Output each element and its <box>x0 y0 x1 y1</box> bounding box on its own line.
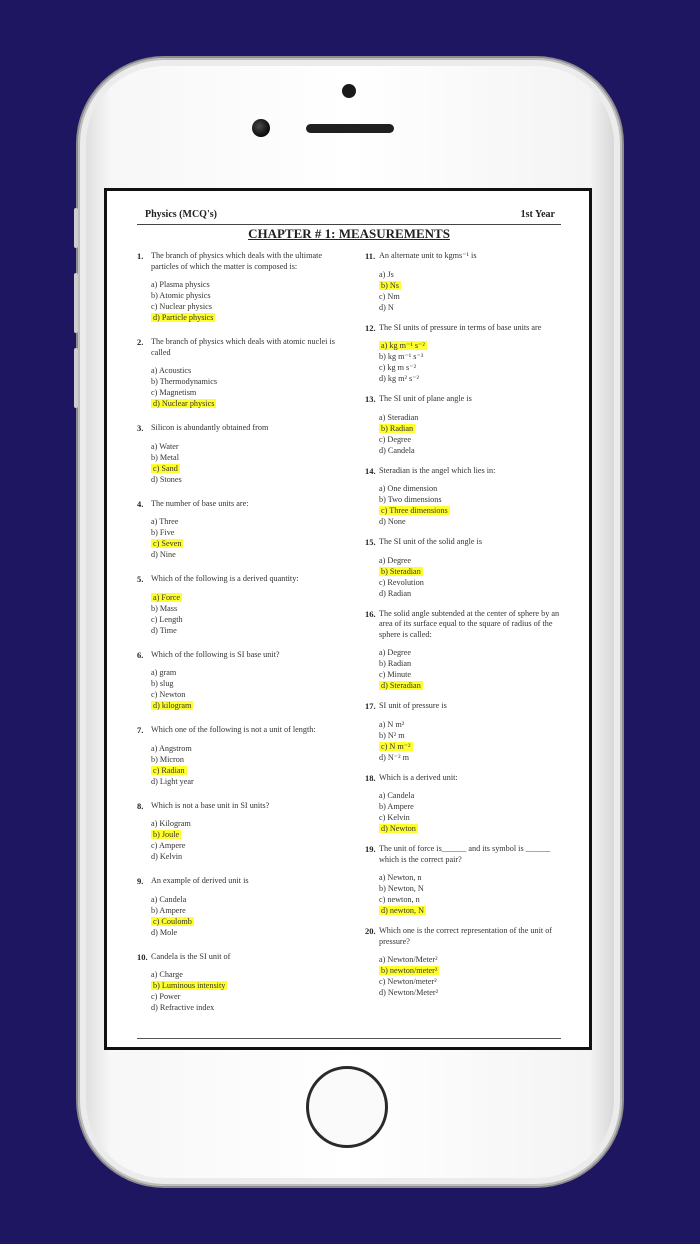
highlighted-answer-option <box>151 312 335 323</box>
option-text: c) Three dimensions <box>381 506 448 515</box>
question-text: Steradian is the angel which lies in: <box>379 465 496 475</box>
option-text: c) Length <box>151 614 183 624</box>
answer-option <box>151 549 335 560</box>
highlighted-answer-option <box>151 592 335 603</box>
option-text: d) kilogram <box>153 701 192 710</box>
option-text: c) Newton <box>151 690 186 699</box>
option-text: b) Micron <box>151 754 184 764</box>
answer-option <box>151 452 335 463</box>
option-text: c) Coulomb <box>153 916 192 926</box>
option-text: c) Power <box>151 992 181 1001</box>
option-text: a) Newton/Meter² <box>379 955 438 964</box>
option-list <box>379 872 570 916</box>
questions-column-left <box>137 251 335 1013</box>
question-text: SI unit of pressure is <box>379 701 447 710</box>
answer-option <box>151 290 335 301</box>
option-text: a) Candela <box>151 894 187 904</box>
answer-option <box>151 754 335 765</box>
answer-option <box>379 373 570 384</box>
option-list <box>379 412 570 456</box>
option-text: c) Seven <box>153 539 182 548</box>
option-text: b) Five <box>151 528 175 537</box>
option-text: c) Magnetism <box>151 388 197 397</box>
option-text: c) Radian <box>153 765 185 775</box>
answer-option <box>151 603 335 614</box>
phone-side-button <box>74 208 78 248</box>
option-text: a) Candela <box>379 791 415 800</box>
question-item <box>365 773 570 835</box>
answer-option <box>379 555 570 566</box>
option-list <box>151 516 335 560</box>
home-button[interactable] <box>306 1066 388 1148</box>
answer-option <box>379 883 570 894</box>
answer-option <box>151 441 335 452</box>
chapter-title: CHAPTER # 1: MEASUREMENTS <box>137 224 561 242</box>
option-text: c) kg m s⁻² <box>379 363 417 372</box>
question-number: 7. <box>137 725 144 735</box>
answer-option <box>151 516 335 527</box>
questions-column-right <box>365 251 570 998</box>
question-number: 17. <box>365 701 376 711</box>
option-text: b) N² m <box>379 730 405 740</box>
question-number: 19. <box>365 844 376 854</box>
answer-option <box>379 812 570 823</box>
question-item <box>137 337 335 409</box>
question-item <box>137 650 335 712</box>
question-item <box>365 251 570 313</box>
option-list <box>379 719 570 763</box>
answer-option <box>379 647 570 658</box>
question-text: The SI unit of the solid angle is <box>379 537 483 546</box>
page-footer-rule <box>137 1038 561 1039</box>
earpiece-speaker <box>306 124 394 133</box>
front-camera-icon <box>252 119 270 137</box>
question-number: 15. <box>365 537 376 547</box>
question-number: 5. <box>137 574 144 584</box>
option-text: d) Candela <box>379 445 415 455</box>
answer-option <box>379 669 570 680</box>
question-item <box>365 466 570 528</box>
option-text: d) Particle physics <box>153 313 214 322</box>
highlighted-answer-option <box>379 423 570 434</box>
question-number: 12. <box>365 322 376 333</box>
answer-option <box>379 658 570 669</box>
phone-volume-up <box>74 273 78 333</box>
option-text: b) Steradian <box>381 566 421 576</box>
answer-option <box>379 894 570 905</box>
mcq-document-page <box>107 191 589 1047</box>
answer-option <box>151 279 335 290</box>
highlighted-answer-option <box>379 566 570 577</box>
question-text: Which is not a base unit in SI units? <box>151 800 270 810</box>
question-item <box>137 952 335 1014</box>
option-text: d) Steradian <box>381 681 421 690</box>
question-item <box>137 574 335 636</box>
question-text: An alternate unit to kgms⁻¹ is <box>379 251 477 260</box>
question-number: 18. <box>365 772 376 783</box>
option-text: b) Mass <box>151 603 178 613</box>
option-text: b) newton/meter² <box>381 966 438 975</box>
option-text: b) Thermodynamics <box>151 377 218 386</box>
question-text: The unit of force is______ and its symbol is ______ which is the correct pair? <box>379 844 551 864</box>
option-text: b) Joule <box>153 830 180 839</box>
answer-option <box>379 516 570 527</box>
option-text: d) newton, N <box>381 906 424 915</box>
answer-option <box>379 269 570 280</box>
highlighted-answer-option <box>151 700 335 711</box>
option-text: a) Force <box>153 592 181 602</box>
answer-option <box>151 376 335 387</box>
question-item <box>365 323 570 385</box>
option-list <box>151 667 335 711</box>
option-text: b) Radian <box>381 423 414 433</box>
answer-option <box>151 927 335 938</box>
option-text: a) Water <box>151 441 179 451</box>
question-text: The number of base units are: <box>151 498 249 508</box>
question-number: 8. <box>137 800 144 811</box>
option-text: c) Sand <box>153 463 178 473</box>
option-text: d) None <box>379 517 406 526</box>
option-text: d) N <box>379 302 394 312</box>
question-item <box>365 926 570 998</box>
answer-option <box>151 301 335 312</box>
highlighted-answer-option <box>151 398 335 409</box>
highlighted-answer-option <box>151 829 335 840</box>
answer-option <box>151 689 335 700</box>
question-text: Which is a derived unit: <box>379 772 458 782</box>
highlighted-answer-option <box>379 905 570 916</box>
option-text: d) Newton/Meter² <box>379 988 439 997</box>
option-text: d) Nuclear physics <box>153 399 215 408</box>
question-text: The branch of physics which deals with atomic nuclei is called <box>151 337 335 357</box>
highlighted-answer-option <box>151 463 335 474</box>
option-text: a) Newton, n <box>379 873 422 882</box>
option-list <box>379 483 570 527</box>
highlighted-answer-option <box>151 538 335 549</box>
answer-option <box>379 577 570 588</box>
option-text: c) Minute <box>379 670 412 679</box>
option-text: d) Nine <box>151 550 176 559</box>
answer-option <box>379 291 570 302</box>
option-list <box>151 365 335 409</box>
question-text: The branch of physics which deals with the ultimate particles of which the matter is composed is: <box>151 251 322 271</box>
answer-option <box>379 730 570 741</box>
option-list <box>379 340 570 384</box>
option-text: c) Nuclear physics <box>151 302 212 311</box>
answer-option <box>151 969 335 980</box>
option-text: a) Angstrom <box>151 743 192 753</box>
option-text: a) Degree <box>379 648 412 657</box>
answer-option <box>379 588 570 599</box>
answer-option <box>379 494 570 505</box>
answer-option <box>379 302 570 313</box>
question-number: 2. <box>137 337 144 347</box>
option-text: c) Kelvin <box>379 813 410 822</box>
option-text: c) Nm <box>379 291 400 301</box>
option-text: d) Radian <box>379 588 412 598</box>
answer-option <box>151 527 335 538</box>
question-number: 1. <box>137 251 144 261</box>
option-text: d) N⁻² m <box>379 752 409 762</box>
option-text: a) Degree <box>379 555 412 565</box>
question-item <box>365 701 570 763</box>
header-left: Physics (MCQ's) <box>145 209 217 220</box>
option-text: a) Plasma physics <box>151 280 210 289</box>
question-number: 6. <box>137 649 144 660</box>
option-text: a) Three <box>151 517 179 526</box>
option-text: d) Mole <box>151 927 178 937</box>
answer-option <box>379 790 570 801</box>
option-list <box>379 269 570 313</box>
phone-screen[interactable] <box>104 188 592 1050</box>
answer-option <box>151 991 335 1002</box>
highlighted-answer-option <box>151 765 335 776</box>
answer-option <box>379 434 570 445</box>
option-text: b) Atomic physics <box>151 291 211 300</box>
answer-option <box>151 743 335 754</box>
option-text: b) slug <box>151 679 174 688</box>
option-list <box>379 954 570 998</box>
option-text: d) Light year <box>151 776 194 786</box>
option-text: a) N m² <box>379 719 405 729</box>
highlighted-answer-option <box>379 965 570 976</box>
option-text: a) One dimension <box>379 484 438 493</box>
question-number: 3. <box>137 423 144 433</box>
option-text: b) Ampere <box>151 905 186 915</box>
option-text: b) Luminous intensity <box>153 981 226 990</box>
answer-option <box>151 614 335 625</box>
option-list <box>379 555 570 599</box>
option-list <box>151 894 335 938</box>
option-list <box>151 818 335 862</box>
option-text: a) gram <box>151 668 177 677</box>
option-text: d) Refractive index <box>151 1003 215 1012</box>
option-text: c) Ampere <box>151 841 186 850</box>
answer-option <box>379 412 570 423</box>
option-text: d) kg m² s⁻² <box>379 374 419 383</box>
answer-option <box>379 719 570 730</box>
question-number: 14. <box>365 465 376 476</box>
answer-option <box>151 387 335 398</box>
option-text: c) Degree <box>379 434 412 444</box>
answer-option <box>379 976 570 987</box>
option-text: d) Time <box>151 625 177 635</box>
option-text: b) kg m⁻¹ s⁻³ <box>379 352 424 361</box>
option-text: a) kg m⁻¹ s⁻² <box>381 341 425 350</box>
answer-option <box>379 987 570 998</box>
question-text: Which one is the correct representation of the unit of pressure? <box>379 926 553 946</box>
answer-option <box>379 752 570 763</box>
option-text: a) Kilogram <box>151 819 191 828</box>
question-item <box>365 609 570 692</box>
option-list <box>151 279 335 323</box>
answer-option <box>151 905 335 916</box>
option-text: c) Revolution <box>379 577 424 587</box>
question-item <box>137 801 335 863</box>
option-text: a) Acoustics <box>151 366 192 375</box>
option-text: c) newton, n <box>379 895 420 904</box>
option-list <box>151 969 335 1013</box>
option-text: a) Steradian <box>379 412 419 422</box>
answer-option <box>151 818 335 829</box>
question-item <box>137 876 335 938</box>
highlighted-answer-option <box>379 505 570 516</box>
answer-option <box>151 678 335 689</box>
option-text: b) Two dimensions <box>379 495 442 504</box>
option-text: b) Ampere <box>379 802 414 811</box>
answer-option <box>151 894 335 905</box>
option-text: b) Ns <box>381 280 399 290</box>
question-number: 16. <box>365 608 376 619</box>
question-text: Which of the following is a derived quantity: <box>151 574 299 583</box>
question-number: 20. <box>365 926 376 936</box>
highlighted-answer-option <box>379 280 570 291</box>
question-item <box>365 844 570 916</box>
answer-option <box>379 362 570 373</box>
option-text: d) Kelvin <box>151 852 183 861</box>
highlighted-answer-option <box>151 980 335 991</box>
answer-option <box>151 1002 335 1013</box>
option-text: d) Stones <box>151 474 182 484</box>
question-text: Which of the following is SI base unit? <box>151 649 280 659</box>
answer-option <box>151 474 335 485</box>
answer-option <box>379 872 570 883</box>
highlighted-answer-option <box>151 916 335 927</box>
option-list <box>151 592 335 636</box>
option-text: b) Radian <box>379 659 412 668</box>
question-item <box>137 499 335 561</box>
question-text: The SI unit of plane angle is <box>379 394 472 403</box>
answer-option <box>379 483 570 494</box>
option-text: c) Newton/meter² <box>379 977 437 986</box>
highlighted-answer-option <box>379 680 570 691</box>
option-text: a) Js <box>379 269 394 279</box>
phone-volume-down <box>74 348 78 408</box>
question-text: The solid angle subtended at the center of sphere by an area of its surface equal to the square of radius of the sphere is called: <box>379 608 560 639</box>
question-item <box>137 251 335 323</box>
question-item <box>365 537 570 599</box>
proximity-sensor-icon <box>342 84 356 98</box>
answer-option <box>379 801 570 812</box>
answer-option <box>151 776 335 787</box>
answer-option <box>151 840 335 851</box>
question-text: Which one of the following is not a unit of length: <box>151 725 316 734</box>
option-list <box>379 647 570 691</box>
answer-option <box>151 851 335 862</box>
option-list <box>151 441 335 485</box>
answer-option <box>379 954 570 965</box>
question-number: 13. <box>365 394 376 404</box>
question-number: 4. <box>137 498 144 509</box>
highlighted-answer-option <box>379 823 570 834</box>
answer-option <box>379 445 570 456</box>
highlighted-answer-option <box>379 741 570 752</box>
option-list <box>151 743 335 787</box>
question-text: Silicon is abundantly obtained from <box>151 423 269 432</box>
option-text: b) Metal <box>151 452 179 462</box>
option-text: c) N m⁻² <box>381 741 411 751</box>
question-item <box>137 423 335 485</box>
option-text: a) Charge <box>151 970 183 979</box>
question-number: 9. <box>137 876 144 886</box>
answer-option <box>379 351 570 362</box>
question-text: The SI units of pressure in terms of base units are <box>379 322 542 332</box>
question-number: 10. <box>137 951 148 962</box>
header-right: 1st Year <box>520 209 555 220</box>
option-text: d) Newton <box>381 824 416 833</box>
answer-option <box>151 625 335 636</box>
answer-option <box>151 365 335 376</box>
highlighted-answer-option <box>379 340 570 351</box>
question-text: Candela is the SI unit of <box>151 951 231 961</box>
answer-option <box>151 667 335 678</box>
option-text: b) Newton, N <box>379 884 424 893</box>
option-list <box>379 790 570 834</box>
question-text: An example of derived unit is <box>151 876 249 885</box>
question-number: 11. <box>365 251 376 261</box>
question-item <box>365 394 570 456</box>
question-item <box>137 725 335 787</box>
